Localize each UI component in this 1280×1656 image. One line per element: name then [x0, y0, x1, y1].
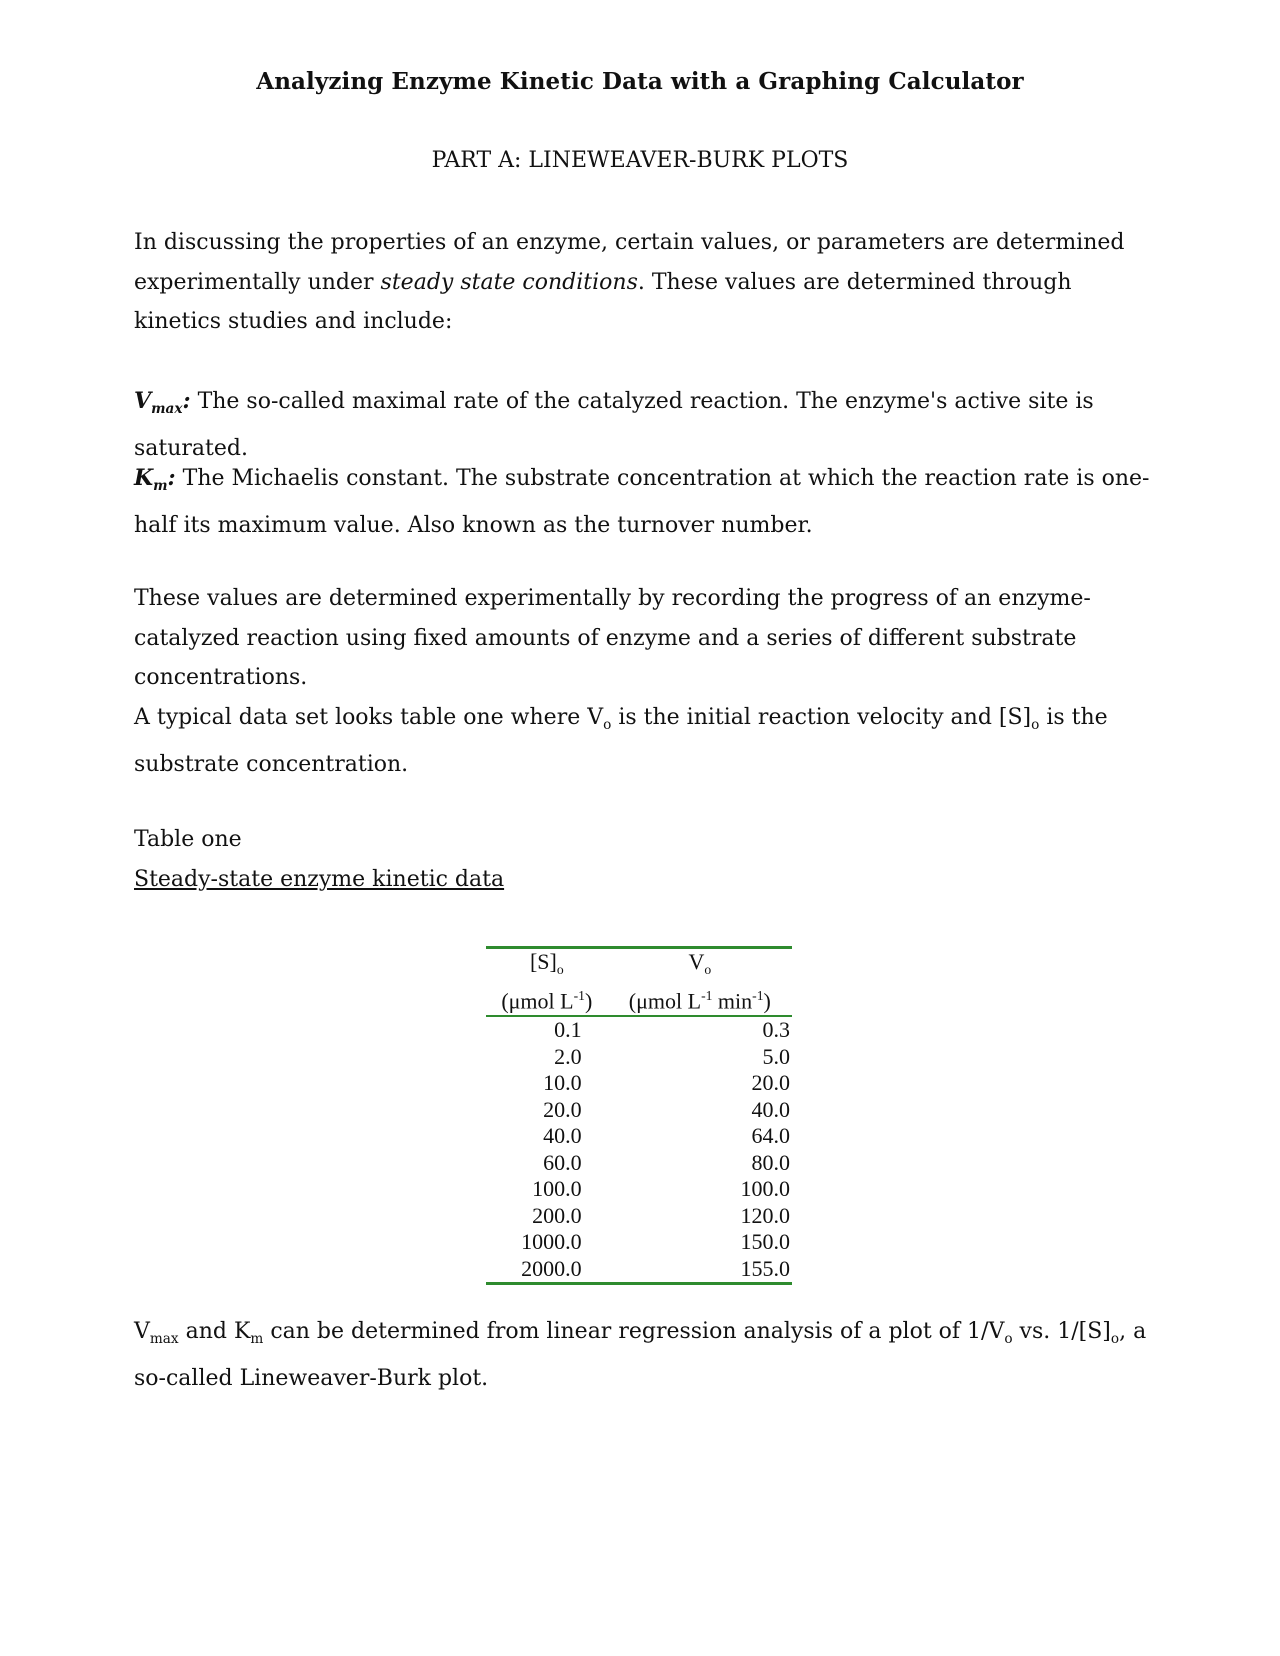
table-row — [486, 1203, 792, 1230]
header-velocity-sub: o — [704, 961, 712, 977]
intro-text-start: In discussing the properties of an enzyme, certain values, or parameters are determined experimentally under — [134, 230, 1125, 295]
header-velocity — [608, 948, 792, 983]
table-row — [486, 1044, 792, 1071]
regression-o-sub-2: o — [1110, 1330, 1120, 1347]
experiment-paragraph: These values are determined experimentally by recording the progress of an enzyme-catalyzed reaction using fixed amounts of enzyme and a series of different substrate concentrations. — [134, 586, 1091, 690]
table-row — [486, 1176, 792, 1203]
velocity-cell: 40.0 — [751, 1096, 790, 1122]
substrate-cell: 2000.0 — [521, 1255, 582, 1281]
dataset-text-1: A typical data set looks table one where V — [134, 705, 604, 730]
table-subcaption: Steady-state enzyme kinetic data — [134, 866, 505, 892]
km-text: The Michaelis constant. The substrate concentration at which the reaction rate is one-half its maximum value. Also known as the turnover number. — [134, 466, 1150, 539]
velocity-cell: 150.0 — [740, 1229, 790, 1255]
header-substrate-symbol: [S] — [529, 949, 557, 974]
velocity-unit-b: min — [712, 988, 753, 1014]
substrate-unit-b: ) — [584, 988, 593, 1014]
regression-and-k: and K — [178, 1319, 251, 1344]
header-substrate-sub: o — [556, 961, 564, 977]
substrate-cell: 60.0 — [543, 1149, 582, 1175]
vmax-text: The so-called maximal rate of the catalyzed reaction. The enzyme's active site is saturated. — [134, 389, 1094, 462]
vmax-colon: : — [182, 388, 191, 414]
vmax-symbol: V — [134, 388, 152, 414]
velocity-cell: 64.0 — [751, 1123, 790, 1149]
velocity-unit-c: ) — [763, 988, 771, 1014]
regression-o-sub-1: o — [1004, 1330, 1013, 1347]
dataset-sub-1: o — [603, 716, 612, 733]
header-velocity-symbol: V — [688, 949, 705, 974]
header-velocity-unit — [608, 983, 792, 1016]
velocity-unit-sup-2: -1 — [752, 987, 764, 1003]
header-substrate-unit — [486, 983, 608, 1016]
substrate-cell: 1000.0 — [521, 1229, 582, 1255]
km-symbol: K — [134, 465, 154, 491]
regression-paragraph — [134, 1312, 1154, 1399]
substrate-cell: 200.0 — [532, 1202, 582, 1228]
vmax-definition — [134, 382, 1154, 469]
regression-vs: vs. 1/[S] — [1012, 1319, 1111, 1344]
velocity-unit-sup-1: -1 — [701, 987, 713, 1003]
velocity-unit-a: (μmol L — [628, 988, 702, 1014]
velocity-cell: 5.0 — [762, 1043, 790, 1069]
velocity-cell: 80.0 — [751, 1149, 790, 1175]
table-row — [486, 1229, 792, 1256]
substrate-cell: 100.0 — [532, 1176, 582, 1202]
header-substrate — [486, 948, 608, 983]
kinetic-data-table-container — [486, 946, 792, 1285]
table-caption-block — [134, 820, 504, 899]
velocity-cell: 155.0 — [740, 1255, 790, 1281]
velocity-cell: 20.0 — [751, 1070, 790, 1096]
table-row — [486, 1150, 792, 1177]
table-row — [486, 1097, 792, 1124]
km-subscript: m — [153, 477, 168, 494]
velocity-cell: 0.3 — [762, 1017, 790, 1043]
intro-paragraph — [134, 223, 1154, 342]
kinetic-data-table — [486, 946, 792, 1285]
velocity-cell: 120.0 — [740, 1202, 790, 1228]
document-title: Analyzing Enzyme Kinetic Data with a Graphing Calculator — [256, 68, 1024, 95]
velocity-cell: 100.0 — [740, 1176, 790, 1202]
vmax-subscript: max — [151, 400, 183, 417]
substrate-unit-a: (μmol L — [501, 988, 574, 1014]
regression-mid: can be determined from linear regression analysis of a plot of 1/V — [263, 1319, 1005, 1344]
table-row — [486, 1256, 792, 1284]
substrate-cell: 10.0 — [543, 1070, 582, 1096]
dataset-paragraph — [134, 698, 1154, 785]
km-term — [134, 465, 176, 494]
substrate-cell: 2.0 — [554, 1043, 582, 1069]
regression-v-sub: max — [149, 1330, 179, 1347]
table-header-units-row — [486, 983, 792, 1016]
dataset-sub-2: o — [1031, 716, 1040, 733]
regression-end: , a so-called Lineweaver-Burk plot. — [134, 1319, 1147, 1392]
regression-k-sub: m — [250, 1330, 264, 1347]
table-row — [486, 1070, 792, 1097]
substrate-cell: 20.0 — [543, 1096, 582, 1122]
vmax-term — [134, 388, 191, 417]
substrate-cell: 40.0 — [543, 1123, 582, 1149]
km-definition — [134, 459, 1154, 546]
table-caption: Table one — [134, 827, 242, 852]
section-heading: PART A: LINEWEAVER-BURK PLOTS — [431, 148, 849, 173]
intro-text-end: . These values are determined through kinetics studies and include: — [134, 269, 1072, 334]
intro-emphasis: steady state conditions — [380, 269, 638, 295]
substrate-unit-sup: -1 — [573, 987, 585, 1003]
substrate-cell: 0.1 — [554, 1017, 582, 1043]
dataset-text-2: is the initial reaction velocity and [S] — [611, 705, 1032, 730]
km-colon: : — [167, 465, 176, 491]
table-row — [486, 1123, 792, 1150]
regression-v: V — [134, 1319, 150, 1344]
dataset-text-3: is the substrate concentration. — [134, 705, 1108, 778]
table-header-vars-row — [486, 948, 792, 983]
table-row — [486, 1016, 792, 1044]
